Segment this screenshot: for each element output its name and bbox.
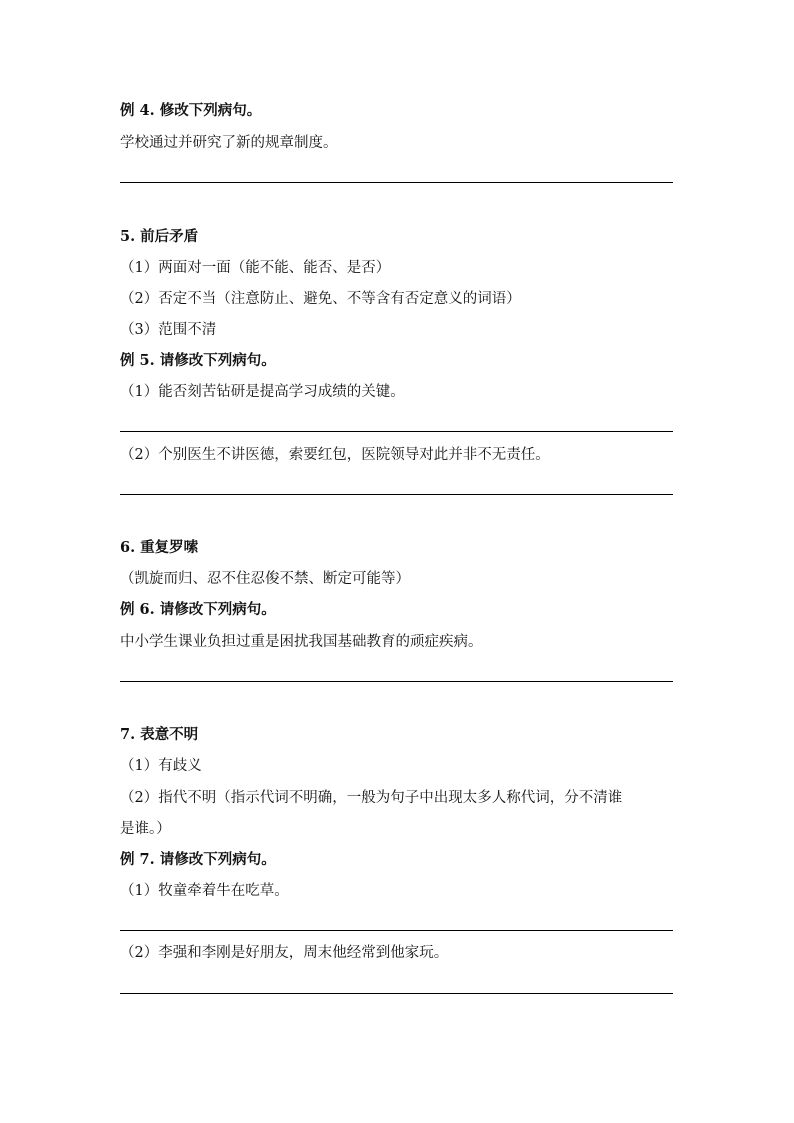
section-5-item-3: （3）范围不清 (120, 322, 217, 338)
answer-line (120, 993, 673, 994)
answer-line (120, 930, 673, 931)
section-7-item-1: （1）有歧义 (120, 758, 202, 774)
section-5-item-1: （1）两面对一面（能不能、能否、是否） (120, 260, 391, 276)
section-6-heading: 6. 重复罗嗦 (120, 539, 199, 556)
example-7-heading: 例 7. 请修改下列病句。 (120, 851, 276, 868)
example-4-sentence: 学校通过并研究了新的规章制度。 (120, 135, 338, 151)
answer-line (120, 681, 673, 682)
answer-line (120, 431, 673, 432)
example-4-heading: 例 4. 修改下列病句。 (120, 102, 262, 119)
section-7-item-2-continued: 是谁。） (120, 821, 171, 837)
answer-line (120, 494, 673, 495)
section-5-item-2: （2）否定不当（注意防止、避免、不等含有否定意义的词语） (120, 291, 521, 307)
example-6-heading: 例 6. 请修改下列病句。 (120, 601, 276, 618)
answer-line (120, 182, 673, 183)
example-6-sentence: 中小学生课业负担过重是困扰我国基础教育的顽症疾病。 (120, 634, 483, 650)
section-7-heading: 7. 表意不明 (120, 726, 199, 743)
section-5-heading: 5. 前后矛盾 (120, 228, 199, 245)
example-5-sentence-2: （2）个别医生不讲医德，索要红包，医院领导对此并非不无责任。 (120, 447, 550, 463)
section-7-item-2: （2）指代不明（指示代词不明确，一般为句子中出现太多人称代词，分不清谁 (120, 790, 623, 806)
example-5-heading: 例 5. 请修改下列病句。 (120, 352, 276, 369)
example-7-sentence-2: （2）李强和李刚是好朋友，周末他经常到他家玩。 (120, 945, 449, 961)
example-5-sentence-1: （1）能否刻苦钻研是提高学习成绩的关键。 (120, 384, 405, 400)
example-7-sentence-1: （1）牧童牵着牛在吃草。 (120, 883, 289, 899)
section-6-note: （凯旋而归、忍不住忍俊不禁、断定可能等） (120, 571, 410, 587)
